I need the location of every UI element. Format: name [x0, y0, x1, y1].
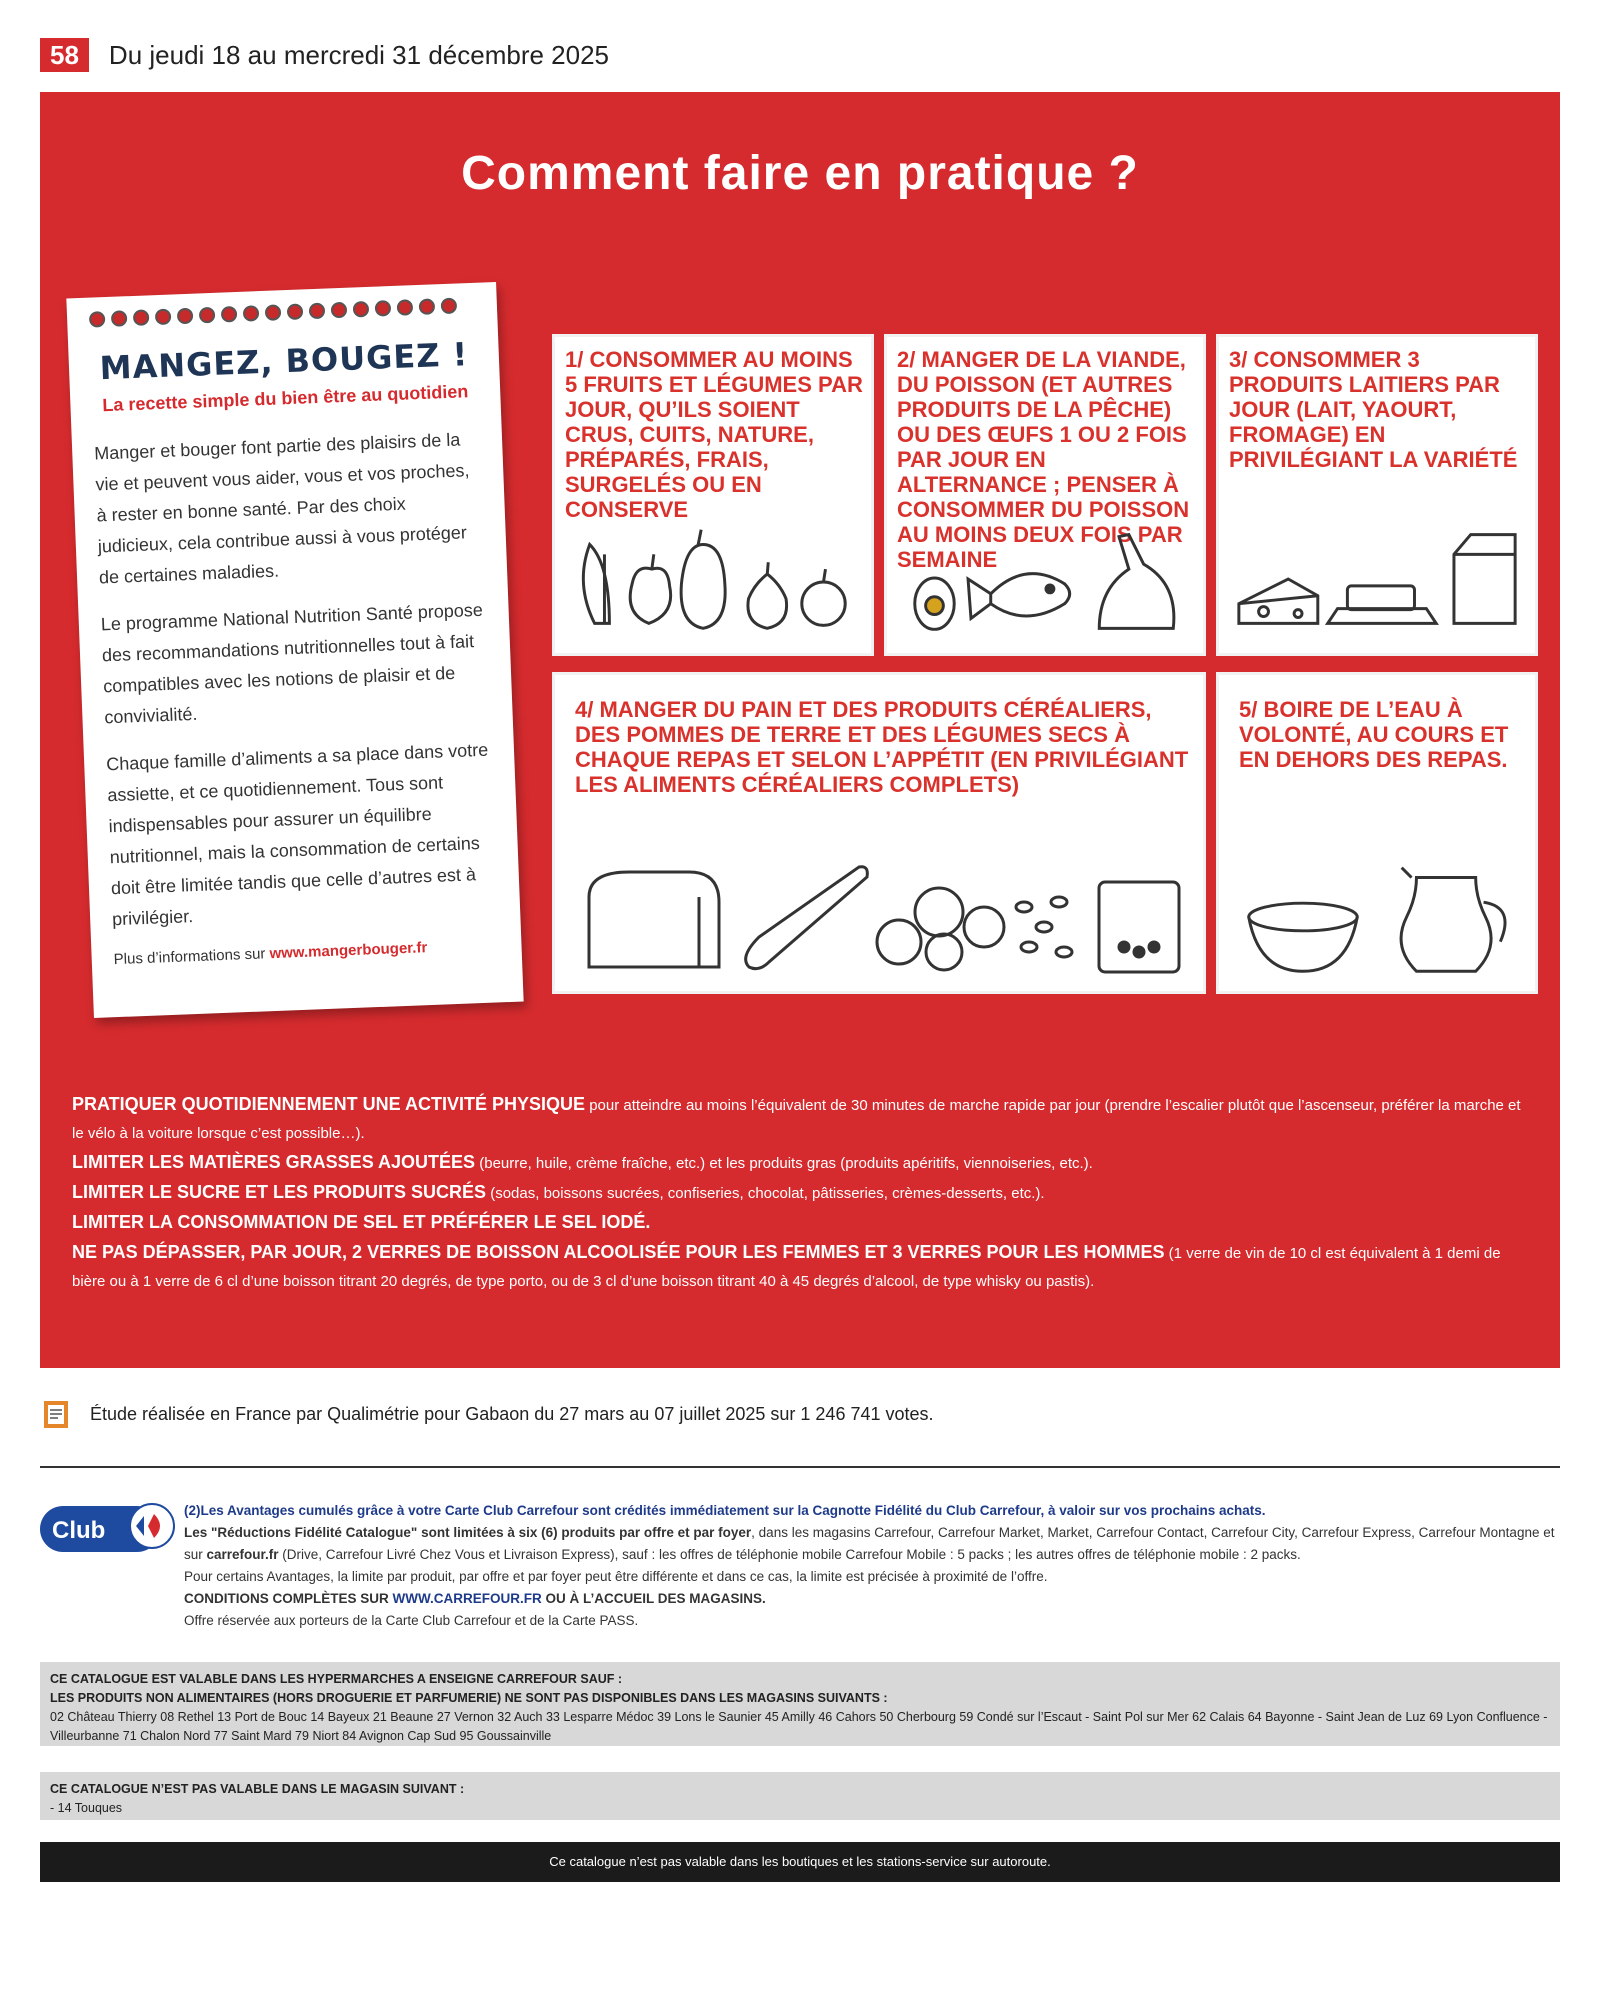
footer-bar: Ce catalogue n’est pas valable dans les boutiques et les stations-service sur autoroute. [40, 1842, 1560, 1882]
note-title: MANGEZ, BOUGEZ ! [98, 335, 469, 388]
club-carrefour-logo [40, 1500, 176, 1558]
spiral-rings [89, 297, 475, 328]
page-header [40, 38, 609, 72]
study-text: Étude réalisée en France par Qualimétrie pour Gabaon du 27 mars au 07 juillet 2025 sur 1 246 741 votes. [90, 1403, 934, 1424]
note-subtitle: La recette simple du bien être au quotidien [102, 381, 469, 416]
exclusion-box [40, 1772, 1560, 1820]
bowl-pitcher-icon [1229, 857, 1525, 977]
tip-text: 5/ BOIRE DE L’EAU À VOLONTÉ, AU COURS ET EN DEHORS DES REPAS. [1239, 697, 1509, 772]
panel-title: Comment faire en pratique ? [461, 147, 1139, 200]
advice-item: LIMITER LE SUCRE ET LES PRODUITS SUCRÉS (sodas, boissons sucrées, confiseries, chocolat, pâtisseries, crèmes-desserts, etc.). [72, 1182, 1045, 1202]
tip-text: 1/ CONSOMMER AU MOINS 5 FRUITS ET LÉGUMES PAR JOUR, QU’ILS SOIENT CRUS, CUITS, NATURE, PRÉPARÉS, FRAIS, SURGELÉS OU EN CONSERVE [565, 347, 863, 522]
study-note [40, 1398, 934, 1430]
store-list: 02 Château Thierry 08 Rethel 13 Port de Bouc 14 Bayeux 21 Beaune 27 Vernon 32 Auch 33 Lesparre Médoc 39 Lons le Saunier 45 Amilly 46 Cahors 50 Cherbourg 59 Condé sur l’Escaut - Saint Pol sur Mer 62 Calais 64 Bayonne - Saint Jean de Luz 69 Lyon Confluence - Villeurbanne 71 Chalon Nord 77 Saint Mard 79 Niort 84 Avignon Cap Sud 95 Goussainville [50, 1710, 1548, 1743]
mangerbouger-link[interactable]: www.mangerbouger.fr [269, 939, 428, 963]
tip-text: 2/ MANGER DE LA VIANDE, DU POISSON (ET AUTRES PRODUITS DE LA PÊCHE) OU DES ŒUFS 1 OU 2 FOIS PAR JOUR EN ALTERNANCE ; PENSER À CONSOMMER DU POISSON AU MOINS DEUX FOIS PAR SEMAINE [897, 347, 1190, 572]
legal-line: (2)Les Avantages cumulés grâce à votre Carte Club Carrefour sont crédités immédiatement sur la Cagnotte Fidélité du Club Carrefour, à valoir sur vos prochains achats. [184, 1503, 1266, 1518]
validity-box [40, 1662, 1560, 1746]
note-paragraph: Chaque famille d’aliments a sa place dans votre assiette, et ce quotidiennement. Tous sont indispensables pour assurer un équilibre nutritionnel, mais la consommation de certains doit être limitée tandis que celle d’autres est à privilégier. [105, 739, 489, 930]
fruits-vegetables-icon [565, 519, 861, 639]
validity-subtitle: LES PRODUITS NON ALIMENTAIRES (HORS DROGUERIE ET PARFUMERIE) NE SONT PAS DISPONIBLES DANS LES MAGASINS SUIVANTS : [50, 1691, 888, 1705]
dairy-products-icon [1229, 519, 1525, 639]
validity-title: CE CATALOGUE EST VALABLE DANS LES HYPERMARCHES A ENSEIGNE CARREFOUR SAUF : [50, 1672, 623, 1686]
meat-fish-eggs-icon [897, 519, 1193, 639]
note-more-info: Plus d’informations sur www.mangerbouger.fr [113, 939, 428, 969]
divider [40, 1466, 1560, 1468]
clipboard-icon [40, 1398, 72, 1430]
club-label: Club [52, 1517, 106, 1544]
date-range: Du jeudi 18 au mercredi 31 décembre 2025 [108, 39, 610, 70]
tip-box-fruits-vegetables [552, 334, 874, 656]
nutrition-panel [40, 92, 1560, 1368]
carrefour-website-link[interactable]: WWW.CARREFOUR.FR [392, 1591, 542, 1606]
tip-text: 3/ CONSOMMER 3 PRODUITS LAITIERS PAR JOUR (LAIT, YAOURT, FROMAGE) EN PRIVILÉGIANT LA VARIÉTÉ [1229, 347, 1518, 472]
tip-text: 4/ MANGER DU PAIN ET DES PRODUITS CÉRÉALIERS, DES POMMES DE TERRE ET DES LÉGUMES SECS À CHAQUE REPAS ET SELON L’APPÉTIT (EN PRIVILÉGIANT LES ALIMENTS CÉRÉALIERS COMPLETS) [575, 697, 1189, 797]
bread-potatoes-legumes-icon [565, 857, 1193, 977]
legal-notes [184, 1500, 1564, 1632]
excluded-store: - 14 Touques [50, 1801, 123, 1815]
advice-item: LIMITER LES MATIÈRES GRASSES AJOUTÉES (beurre, huile, crème fraîche, etc.) et les produits gras (produits apéritifs, viennoiseries, etc.). [72, 1152, 1093, 1172]
tip-box-cereals [552, 672, 1206, 994]
tip-box-dairy [1216, 334, 1538, 656]
advice-list [72, 1090, 1532, 1296]
legal-line: CONDITIONS COMPLÈTES SUR WWW.CARREFOUR.FR OU À L’ACCUEIL DES MAGASINS. [184, 1591, 766, 1606]
tip-box-water [1216, 672, 1538, 994]
legal-line: Les "Réductions Fidélité Catalogue" sont limitées à six (6) produits par offre et par foyer, dans les magasins Carrefour, Carrefour Market, Market, Carrefour Contact, Carrefour City, Carrefour Express, Carrefour Montagne et sur carrefour.fr (Drive, Carrefour Livré Chez Vous et Livraison Express), sauf : les offres de téléphonie mobile Carrefour Mobile : 5 packs ; les autres offres de téléphonie mobile : 2 packs. [184, 1525, 1555, 1562]
advice-item: NE PAS DÉPASSER, PAR JOUR, 2 VERRES DE BOISSON ALCOOLISÉE POUR LES FEMMES ET 3 VERRES POUR LES HOMMES (1 verre de vin de 10 cl est équivalent à 1 demi de bière ou à 1 verre de 6 cl d’une boisson titrant 20 degrés, de type porto, ou de 3 cl d’une boisson titrant 40 à 45 degrés d’alcool, de type whisky ou pastis). [72, 1242, 1501, 1290]
tip-box-meat-fish [884, 334, 1206, 656]
page-number: 58 [40, 38, 89, 72]
legal-line: Offre réservée aux porteurs de la Carte Club Carrefour et de la Carte PASS. [184, 1613, 639, 1628]
exclusion-title: CE CATALOGUE N’EST PAS VALABLE DANS LE MAGASIN SUIVANT : [50, 1782, 465, 1796]
advice-item: LIMITER LA CONSOMMATION DE SEL ET PRÉFÉRER LE SEL IODÉ. [72, 1212, 651, 1232]
note-paragraph: Manger et bouger font partie des plaisirs de la vie et peuvent vous aider, vous et vos proches, à rester en bonne santé. Par des choix judicieux, cela contribue aussi à vous protéger de certaines maladies. [93, 429, 470, 588]
note-card [66, 282, 523, 1018]
legal-line: Pour certains Avantages, la limite par produit, par offre et par foyer peut être différente et dans ce cas, la limite est précisée à proximité de l’offre. [184, 1569, 1048, 1584]
advice-item: PRATIQUER QUOTIDIENNEMENT UNE ACTIVITÉ PHYSIQUE pour atteindre au moins l’équivalent de 30 minutes de marche rapide par jour (prendre l’escalier plutôt que l’ascenseur, préférer la marche et le vélo à la voiture lorsque c’est possible…). [72, 1094, 1521, 1142]
note-paragraph: Le programme National Nutrition Santé propose des recommandations nutritionnelles tout à fait compatibles avec les notions de plaisir et de convivialité. [100, 599, 484, 728]
